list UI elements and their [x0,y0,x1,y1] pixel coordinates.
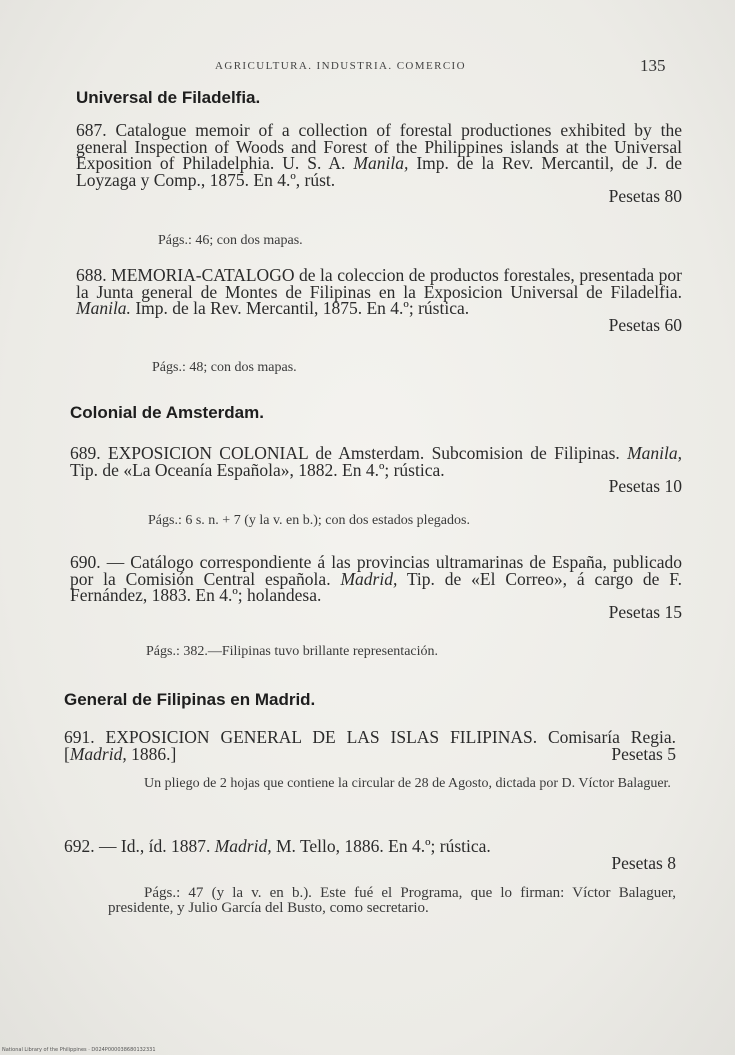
entry-price: Pesetas 8 [611,852,676,873]
entry-price: Pesetas 10 [608,476,682,496]
entry-number: 690. [70,552,101,572]
note-label: Págs.: [158,233,192,248]
note-text: Un pliego de 2 hojas que contiene la circular de 28 de Agosto, dictada por D. Víctor Balaguer. [144,776,671,791]
entry-body: MEMORIA-CATALOGO de la coleccion de productos forestales, presentada por la Junta general de Montes de Filipinas en la Exposicion Universal de Filadelfia. [76,265,682,302]
entry-691-note [116,777,676,791]
entry-imprint: 1886.] [131,743,177,764]
running-title: AGRICULTURA. INDUSTRIA. COMERCIO [215,60,466,72]
entry-imprint: Imp. de la Rev. Mercantil, de J. de Loyzaga y Comp., 1875. En 4.º, rúst. [76,153,683,190]
section-heading-filadelfia: Universal de Filadelfia. [76,88,261,107]
section-heading-madrid: General de Filipinas en Madrid. [64,690,316,709]
entry-number: 689. [70,443,101,463]
entry-690 [70,554,682,620]
entry-688 [76,267,682,333]
entry-body: EXPOSICION COLONIAL de Amsterdam. Subcomision de Filipinas. [107,443,620,463]
entry-692-note [108,886,676,916]
entry-687-note [158,234,682,248]
section-heading-amsterdam: Colonial de Amsterdam. [70,403,264,422]
entry-689-note [148,514,682,528]
note-text: 382.—Filipinas tuvo brillante representación. [183,644,439,659]
entry-body: EXPOSICION GENERAL DE LAS ISLAS FILIPINAS. Comisaría Regia. [ [64,727,677,764]
entry-692 [64,838,676,871]
entry-number: 692. [64,836,95,856]
entry-691 [64,729,676,762]
note-text: 47 (y la v. en b.). Este fué el Programa, que lo firman: Víctor Balaguer, presidente, y Julio García del Busto, como secretario. [108,885,676,916]
entry-body: — Id., íd. 1887. [99,836,211,856]
note-label: Págs.: [144,885,181,901]
entry-body: Catalogue memoir of a collection of forestal productiones exhibited by the general Inspection of Woods and Forest of the Philippines islands at the Universal Exposition of Philadelphia. U. S. A. [76,120,682,173]
entry-price: Pesetas 5 [611,743,676,764]
note-label: Págs.: [146,644,180,659]
entry-price: Pesetas 15 [608,601,682,622]
entry-687 [76,122,682,205]
entry-body: — Catálogo correspondiente á las provincias ultramarinas de España, publicado por la Comisión Central española. [70,552,682,589]
note-label: Págs.: [152,360,186,375]
entry-imprint: Tip. de «La Oceanía Española», 1882. En 4.º; rústica. [70,459,445,480]
note-text: 48; con dos mapas. [189,360,297,375]
entry-number: 687. [76,120,107,140]
entry-place: Madrid, [214,836,272,856]
entry-price: Pesetas 80 [608,186,682,206]
entry-place: Madrid, [340,568,398,589]
entry-place: Manila, [353,153,409,173]
page-number: 135 [640,56,666,75]
entry-imprint: M. Tello, 1886. En 4.º; rústica. [275,836,491,856]
entry-690-note [146,645,682,659]
entry-689 [70,445,682,495]
note-text: 6 s. n. + 7 (y la v. en b.); con dos estados plegados. [185,513,470,528]
entry-place: Manila. [76,298,131,318]
entry-number: 688. [76,265,107,285]
entry-imprint: Tip. de «El Correo», á cargo de F. Fernández, 1883. En 4.º; holandesa. [70,568,683,605]
entry-place: Manila, [627,443,682,463]
entry-imprint: Imp. de la Rev. Mercantil, 1875. En 4.º; rústica. [135,298,470,318]
entry-688-note [152,361,682,375]
entry-place: Madrid, [69,743,127,764]
entry-number: 691. [64,727,95,747]
note-text: 46; con dos mapas. [195,233,303,248]
entry-price: Pesetas 60 [608,314,682,335]
footer-source: National Library of the Philippines · D024P000038680132331 [2,1047,156,1053]
note-label: Págs.: [148,513,182,528]
